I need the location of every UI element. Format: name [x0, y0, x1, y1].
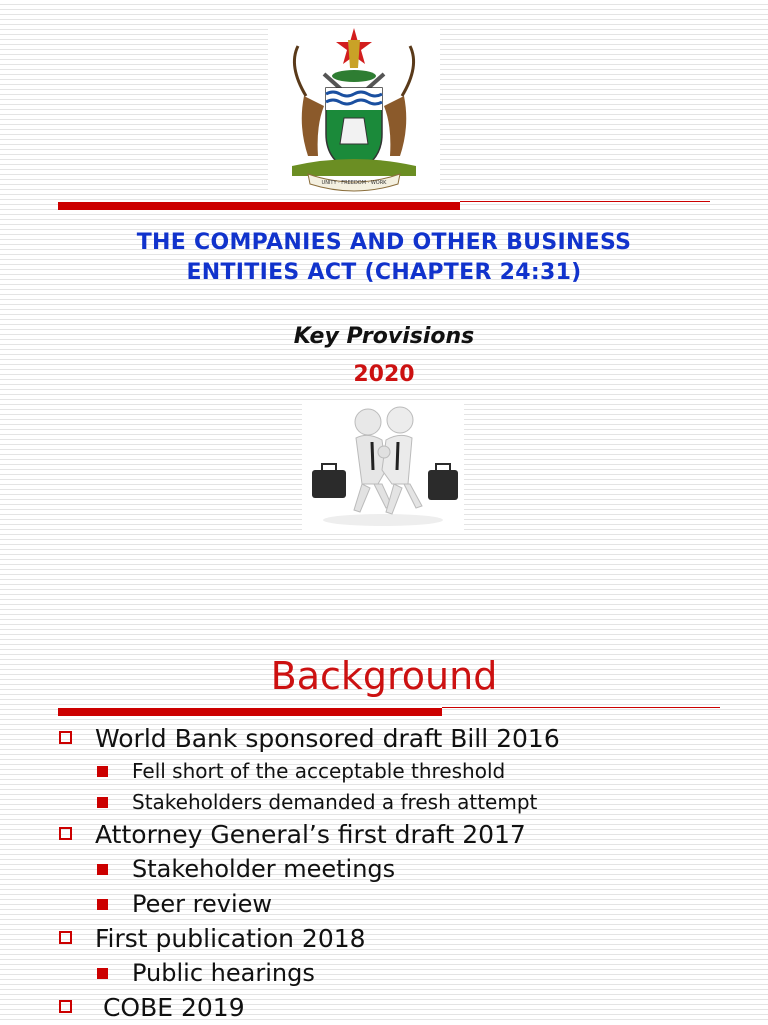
filled-square-bullet-icon — [97, 766, 108, 777]
sub-bullet-text: Public hearings — [132, 959, 315, 987]
bullet-item — [0, 922, 768, 956]
bullet-item — [0, 991, 768, 1025]
title-divider-bar — [58, 202, 460, 210]
filled-square-bullet-icon — [97, 968, 108, 979]
filled-square-bullet-icon — [97, 864, 108, 875]
hollow-square-bullet-icon — [59, 931, 72, 944]
subtitle: Key Provisions — [293, 324, 475, 349]
bullet-text: World Bank sponsored draft Bill 2016 — [95, 724, 560, 753]
heading-divider-bar — [58, 708, 442, 716]
bullet-item — [0, 722, 768, 756]
businessmen-handshake-icon — [302, 400, 464, 532]
bullet-text: Attorney General’s first draft 2017 — [95, 820, 526, 849]
slide-heading: Background — [270, 654, 498, 698]
title-line-2: ENTITIES ACT (CHAPTER 24:31) — [186, 260, 582, 285]
sub-bullet-text: Fell short of the acceptable threshold — [132, 759, 506, 783]
svg-text:UNITY · FREEDOM · WORK: UNITY · FREEDOM · WORK — [321, 180, 387, 186]
hollow-square-bullet-icon — [59, 827, 72, 840]
hollow-square-bullet-icon — [59, 731, 72, 744]
hollow-square-bullet-icon — [59, 1000, 72, 1013]
background-slide — [0, 618, 768, 1024]
sub-bullet-item — [0, 787, 768, 818]
filled-square-bullet-icon — [97, 797, 108, 808]
sub-bullet-item — [0, 852, 768, 887]
bullet-item — [0, 818, 768, 852]
sub-bullet-text: Peer review — [132, 890, 273, 918]
filled-square-bullet-icon — [97, 899, 108, 910]
year-label: 2020 — [353, 362, 415, 387]
heading-divider-line — [442, 707, 720, 708]
sub-bullet-item — [0, 756, 768, 787]
bullet-text: COBE 2019 — [95, 993, 245, 1022]
sub-bullet-item — [0, 956, 768, 991]
bullet-list — [0, 722, 768, 1025]
title-line-1: THE COMPANIES AND OTHER BUSINESS — [136, 230, 632, 255]
sub-bullet-item — [0, 887, 768, 922]
bullet-text: First publication 2018 — [95, 924, 366, 953]
sub-bullet-text: Stakeholders demanded a fresh attempt — [132, 790, 538, 814]
slide-title — [60, 228, 708, 288]
coat-of-arms-icon — [268, 26, 440, 192]
title-divider-line — [460, 201, 710, 202]
sub-bullet-text: Stakeholder meetings — [132, 855, 396, 883]
